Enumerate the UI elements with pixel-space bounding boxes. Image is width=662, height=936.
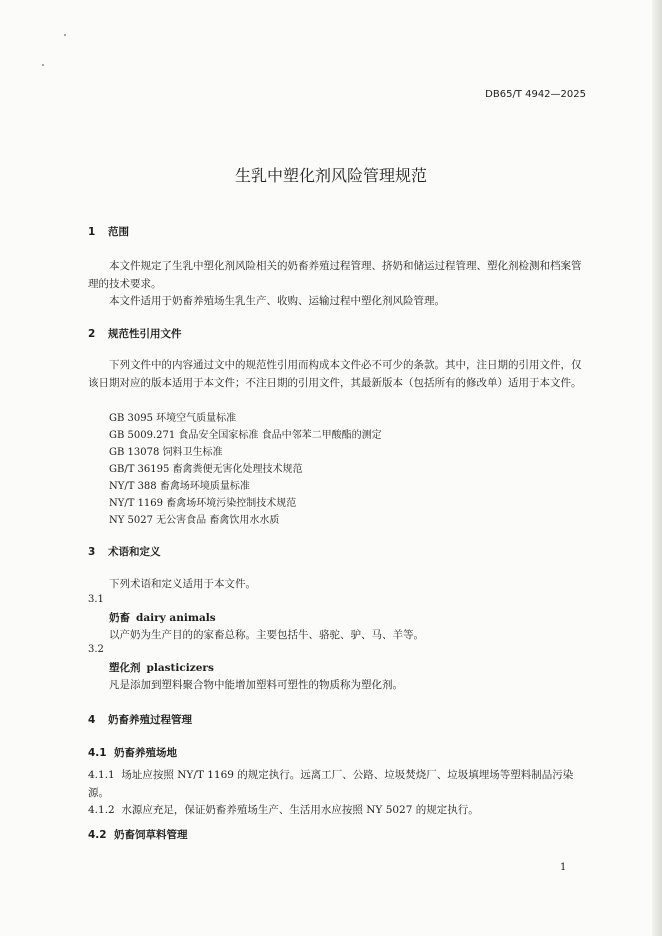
document-title: 生乳中塑化剂风险管理规范	[234, 166, 427, 185]
subsection-heading-feed	[88, 827, 188, 842]
reference-item: GB 3095 环境空气质量标准	[109, 413, 237, 424]
reference-item: NY 5027 无公害食品 畜禽饮用水水质	[109, 515, 280, 526]
term-cn: 奶畜	[109, 612, 130, 624]
term-en: plasticizers	[146, 662, 214, 674]
section-number: 2	[88, 328, 96, 340]
section-number: 4.1	[88, 747, 107, 759]
reference-item: NY/T 388 畜禽场环境质量标准	[109, 481, 250, 492]
reference-item: GB 13078 饲料卫生标准	[109, 447, 223, 458]
section-number: 4.2	[88, 829, 107, 841]
scope-paragraph-2: 本文件适用于奶畜养殖场生乳生产、收购、运输过程中塑化剂风险管理。	[109, 295, 445, 307]
section-title: 规范性引用文件	[108, 328, 182, 340]
section-title: 奶畜养殖场地	[114, 747, 177, 759]
clause-number: 4.1.2	[88, 804, 115, 816]
section-number: 4	[88, 714, 96, 726]
reference-item: GB/T 36195 畜禽粪便无害化处理技术规范	[109, 464, 303, 475]
term-heading	[109, 610, 216, 625]
term-cn: 塑化剂	[109, 662, 141, 674]
clause-number: 4.1.1	[88, 769, 115, 781]
clause-text: 水源应充足，保证奶畜养殖场生产、生活用水应按照 NY 5027 的规定执行。	[121, 804, 479, 816]
page-number: 1	[560, 862, 567, 873]
page-edge-shadow	[652, 0, 662, 936]
term-en: dairy animals	[136, 612, 216, 624]
term-definition: 凡是添加到塑料聚合物中能增加塑料可塑性的物质称为塑化剂。	[109, 679, 403, 691]
section-title: 奶畜饲草料管理	[114, 829, 188, 841]
document-id: DB65/T 4942—2025	[485, 89, 586, 100]
subsection-heading-farm-site	[88, 745, 177, 760]
clause-4-1-2	[88, 802, 588, 820]
section-heading-farming	[88, 712, 192, 727]
section-number: 1	[88, 226, 96, 238]
scan-speck	[64, 34, 66, 36]
clause-text: 场址应按照 NY/T 1169 的规定执行。远离工厂、公路、垃圾焚烧厂、垃圾填埋场等塑料制品污染源。	[88, 769, 574, 799]
scope-paragraph-1: 本文件规定了生乳中塑化剂风险相关的奶畜养殖过程管理、挤奶和储运过程管理、塑化剂检测和档案管理的技术要求。	[88, 260, 582, 290]
scan-speck	[42, 64, 44, 66]
clause-4-1-1	[88, 767, 588, 802]
references-intro: 下列文件中的内容通过文中的规范性引用而构成本文件必不可少的条款。其中，注日期的引用文件，仅该日期对应的版本适用于本文件；不注日期的引用文件，其最新版本（包括所有的修改单）适用于本文件。	[88, 359, 582, 389]
reference-item: GB 5009.271 食品安全国家标准 食品中邻苯二甲酸酯的测定	[109, 430, 382, 441]
section-number: 3	[88, 546, 96, 558]
section-heading-scope	[88, 224, 129, 239]
section-heading-references	[88, 326, 182, 341]
terms-intro: 下列术语和定义适用于本文件。	[109, 578, 256, 590]
term-number: 3.1	[88, 594, 104, 605]
reference-item: NY/T 1169 畜禽场环境污染控制技术规范	[109, 498, 297, 509]
section-title: 术语和定义	[108, 546, 161, 558]
section-title: 奶畜养殖过程管理	[108, 714, 192, 726]
term-definition: 以产奶为生产目的的家畜总称。主要包括牛、骆驼、驴、马、羊等。	[109, 629, 424, 641]
section-heading-terms	[88, 544, 161, 559]
term-number: 3.2	[88, 644, 104, 655]
term-heading	[109, 660, 214, 675]
section-title: 范围	[108, 226, 129, 238]
